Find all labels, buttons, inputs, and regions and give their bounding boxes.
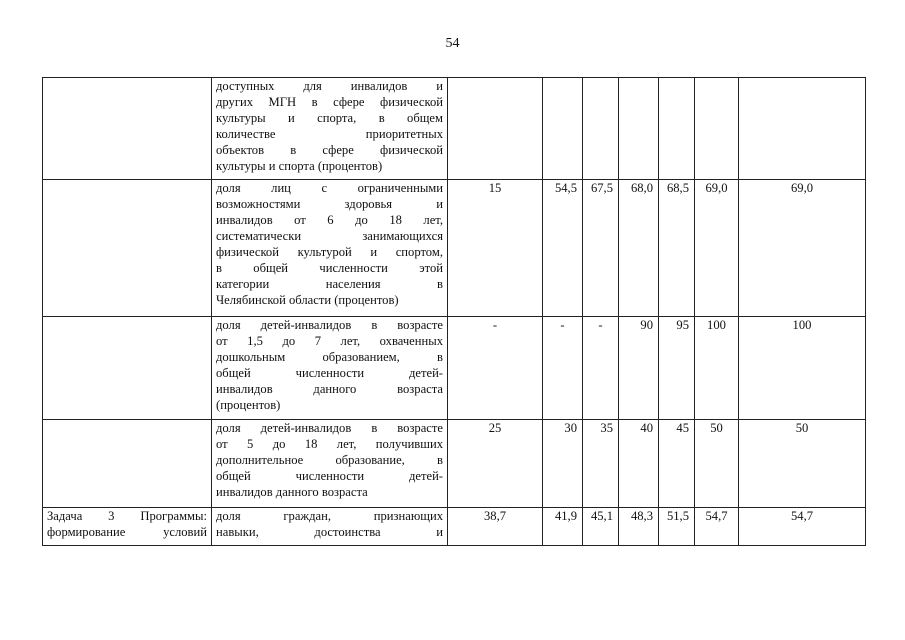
indicator-line: других МГН в сфере физической (216, 95, 443, 109)
value-cell: 35 (583, 420, 619, 508)
task-line: Задача 3 Программы: (47, 509, 207, 523)
indicator-line: от 1,5 до 7 лет, охваченных (216, 334, 443, 348)
indicator-line: доля детей-инвалидов в возрасте (216, 318, 443, 332)
task-cell (43, 317, 212, 420)
indicator-line: количестве приоритетных (216, 127, 443, 141)
page-number: 54 (445, 36, 460, 51)
indicator-line: категории населения в (216, 277, 443, 291)
task-line: формирование условий (47, 525, 207, 539)
value-cell: 50 (739, 420, 866, 508)
indicator-table (42, 77, 866, 546)
indicator-line: инвалидов данного возраста (216, 485, 368, 499)
value-cell: 54,7 (695, 508, 739, 546)
value-cell: 45,1 (583, 508, 619, 546)
indicator-cell (212, 78, 448, 180)
value-cell: 68,5 (659, 180, 695, 317)
indicator-line: общей численности детей- (216, 469, 443, 483)
indicator-cell (212, 420, 448, 508)
indicator-line: доступных для инвалидов и (216, 79, 443, 93)
value-cell: 68,0 (619, 180, 659, 317)
indicator-line: дополнительное образование, в (216, 453, 443, 467)
table-row (43, 317, 866, 420)
value-cell: - (543, 317, 583, 420)
indicator-line: в общей численности этой (216, 261, 443, 275)
value-cell: 50 (695, 420, 739, 508)
value-cell (448, 78, 543, 180)
value-cell: 41,9 (543, 508, 583, 546)
indicator-line: общей численности детей- (216, 366, 443, 380)
indicator-cell (212, 508, 448, 546)
indicator-cell (212, 180, 448, 317)
value-cell: 38,7 (448, 508, 543, 546)
table-row (43, 180, 866, 317)
table-body (43, 78, 866, 546)
value-cell: 69,0 (695, 180, 739, 317)
value-cell: 100 (695, 317, 739, 420)
indicator-line: инвалидов данного возраста (216, 382, 443, 396)
indicator-line: объектов в сфере физической (216, 143, 443, 157)
indicator-line: физической культурой и спортом, (216, 245, 443, 259)
value-cell: 100 (739, 317, 866, 420)
value-cell (659, 78, 695, 180)
indicator-line: культуры и спорта (процентов) (216, 159, 383, 173)
value-cell: 54,7 (739, 508, 866, 546)
value-cell (695, 78, 739, 180)
value-cell: 95 (659, 317, 695, 420)
value-cell: 54,5 (543, 180, 583, 317)
indicator-line: возможностями здоровья и (216, 197, 443, 211)
indicator-line: Челябинской области (процентов) (216, 293, 399, 307)
value-cell: - (583, 317, 619, 420)
indicator-cell (212, 317, 448, 420)
indicator-line: инвалидов от 6 до 18 лет, (216, 213, 443, 227)
table-row (43, 420, 866, 508)
indicator-line: культуры и спорта, в общем (216, 111, 443, 125)
indicator-line: доля детей-инвалидов в возрасте (216, 421, 443, 435)
value-cell (739, 78, 866, 180)
value-cell (583, 78, 619, 180)
indicator-line: доля лиц с ограниченными (216, 181, 443, 195)
indicator-line: доля граждан, признающих (216, 509, 443, 523)
value-cell: 69,0 (739, 180, 866, 317)
value-cell (619, 78, 659, 180)
task-cell (43, 420, 212, 508)
indicator-line: (процентов) (216, 398, 281, 412)
value-cell (543, 78, 583, 180)
indicator-line: дошкольным образованием, в (216, 350, 443, 364)
table-row (43, 508, 866, 546)
value-cell: 51,5 (659, 508, 695, 546)
value-cell: 15 (448, 180, 543, 317)
value-cell: - (448, 317, 543, 420)
indicator-line: от 5 до 18 лет, получивших (216, 437, 443, 451)
table-row (43, 78, 866, 180)
value-cell: 48,3 (619, 508, 659, 546)
value-cell: 45 (659, 420, 695, 508)
value-cell: 67,5 (583, 180, 619, 317)
task-cell (43, 508, 212, 546)
value-cell: 40 (619, 420, 659, 508)
value-cell: 25 (448, 420, 543, 508)
value-cell: 90 (619, 317, 659, 420)
task-cell (43, 180, 212, 317)
indicator-line: навыки, достоинства и (216, 525, 443, 539)
indicator-line: систематически занимающихся (216, 229, 443, 243)
task-cell (43, 78, 212, 180)
value-cell: 30 (543, 420, 583, 508)
